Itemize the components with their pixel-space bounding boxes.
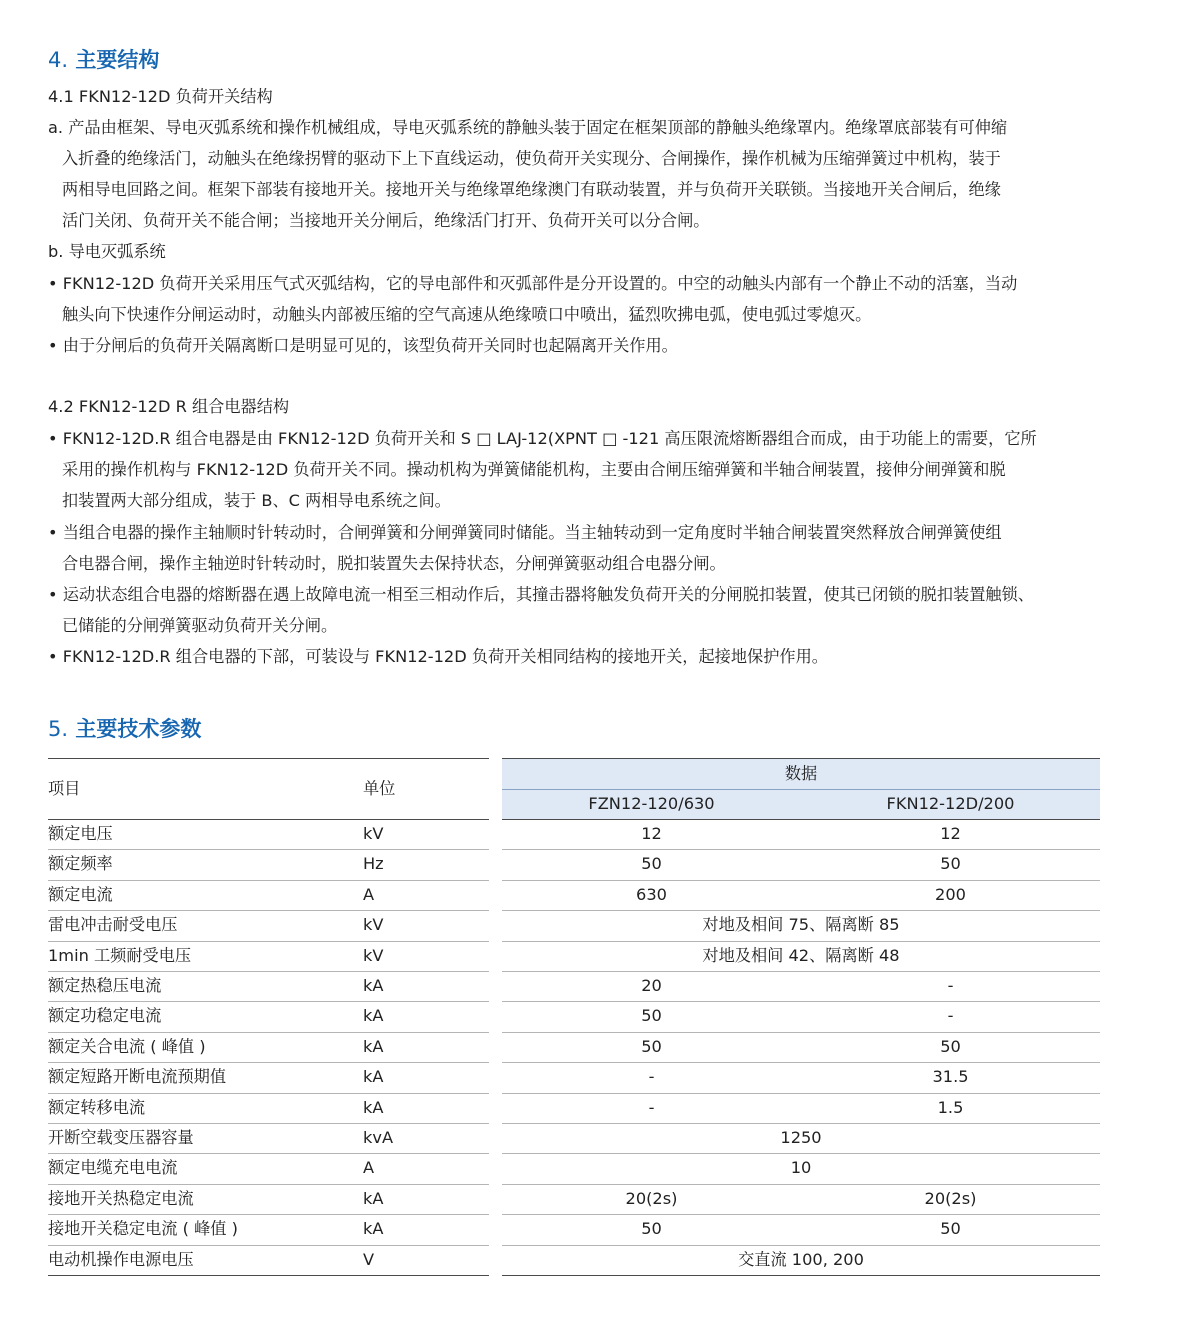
row-value-col-1: 12 bbox=[641, 824, 662, 843]
row-unit: kA bbox=[363, 1036, 384, 1056]
bullet-b1-line-1: • FKN12-12D 负荷开关采用压气式灭弧结构，它的导电部件和灭弧部件是分开设置的。中空的动触头内部有一个静止不动的活塞，当动 bbox=[48, 274, 1018, 293]
row-item-label: 开断空载变压器容量 bbox=[48, 1128, 194, 1147]
row-value-col-2: 50 bbox=[940, 1219, 961, 1239]
row-item-label: 雷电冲击耐受电压 bbox=[48, 915, 178, 935]
row-merged-value: 10 bbox=[790, 1158, 812, 1178]
header-col-1: FZN12-120/630 bbox=[588, 794, 715, 813]
row-value-col-2: 20(2s) bbox=[924, 1188, 977, 1208]
row-unit: kA bbox=[363, 1219, 384, 1239]
row-unit: kV bbox=[363, 915, 384, 935]
bullet-r4: • FKN12-12D.R 组合电器的下部，可装设与 FKN12-12D 负荷开关相同结构的接地开关，起接地保护作用。 bbox=[48, 647, 828, 666]
row-unit: kV bbox=[363, 945, 384, 965]
row-item-label: 额定短路开断电流预期值 bbox=[48, 1067, 227, 1087]
row-value-col-1: 50 bbox=[641, 854, 662, 874]
para-a-line-3: 两相导电回路之间。框架下部装有接地开关。接地开关与绝缘罩绝缘澳门有联动装置，并与负荷开关联锁。当接地开关合闸后，绝缘 bbox=[62, 180, 1001, 199]
section-4-number: 4. bbox=[48, 48, 69, 72]
section-5-title bbox=[48, 715, 201, 743]
row-item-label: 额定电流 bbox=[48, 884, 113, 904]
row-unit: kA bbox=[363, 976, 384, 995]
row-item-label: 额定关合电流 ( 峰值 ) bbox=[48, 1036, 206, 1056]
row-item-label: 额定功稳定电流 bbox=[48, 1006, 162, 1026]
row-rule-left bbox=[48, 880, 489, 881]
para-a-line-1: a. 产品由框架、导电灭弧系统和操作机械组成，导电灭弧系统的静触头装于固定在框架顶部的静触头绝缘罩内。绝缘罩底部装有可伸缩 bbox=[48, 118, 1008, 137]
row-value-col-2: 50 bbox=[940, 1036, 961, 1056]
row-value-col-2: 50 bbox=[940, 854, 961, 874]
row-unit: V bbox=[363, 1249, 375, 1269]
row-value-col-2: 1.5 bbox=[937, 1097, 964, 1117]
row-unit: kA bbox=[363, 1067, 384, 1087]
row-item-label: 电动机操作电源电压 bbox=[48, 1249, 194, 1269]
header-bottom-rule-left bbox=[48, 819, 489, 820]
bullet-r1-line-1: • FKN12-12D.R 组合电器是由 FKN12-12D 负荷开关和 S □ LAJ-12(XPNT □ -121 高压限流熔断器组合而成，由于功能上的需要，它所 bbox=[48, 429, 1037, 448]
row-unit: kV bbox=[363, 824, 384, 843]
subsection-4-1-title: 4.1 FKN12-12D 负荷开关结构 bbox=[48, 87, 273, 106]
para-b-title: b. 导电灭弧系统 bbox=[48, 242, 166, 261]
row-rule-right bbox=[502, 1275, 1100, 1276]
bullet-b1-line-2: 触头向下快速作分闸运动时，动触头内部被压缩的空气高速从绝缘喷口中喷出，猛烈吹拂电弧，使电弧过零熄灭。 bbox=[62, 305, 872, 324]
row-unit: A bbox=[363, 884, 375, 904]
section-4-heading: 主要结构 bbox=[75, 48, 160, 72]
row-unit: A bbox=[363, 1158, 375, 1178]
row-rule-left bbox=[48, 1275, 489, 1276]
row-merged-value: 对地及相间 75、隔离断 85 bbox=[702, 915, 900, 935]
section-5-number: 5. bbox=[48, 717, 69, 741]
bullet-r2-line-2: 合电器合闸，操作主轴逆时针转动时，脱扣装置失去保持状态，分闸弹簧驱动组合电器分闸。 bbox=[62, 554, 726, 573]
bullet-r3-line-1: • 运动状态组合电器的熔断器在遇上故障电流一相至三相动作后，其撞击器将触发负荷开关的分闸脱扣装置，使其已闭锁的脱扣装置触锁、 bbox=[48, 585, 1034, 604]
row-item-label: 额定频率 bbox=[48, 854, 113, 874]
row-value-col-1: 50 bbox=[641, 1036, 662, 1056]
bullet-r1-line-3: 扣装置两大部分组成，装于 B、C 两相导电系统之间。 bbox=[62, 491, 451, 510]
row-unit: kA bbox=[363, 1188, 384, 1208]
row-item-label: 接地开关稳定电流 ( 峰值 ) bbox=[48, 1219, 238, 1239]
section-4-title bbox=[48, 46, 159, 74]
row-item-label: 额定电缆充电电流 bbox=[48, 1158, 178, 1178]
row-value-col-2: 31.5 bbox=[932, 1067, 969, 1087]
header-data: 数据 bbox=[784, 764, 818, 783]
spec-table bbox=[48, 758, 1100, 1276]
header-col-2: FKN12-12D/200 bbox=[886, 794, 1015, 813]
row-unit: kA bbox=[363, 1097, 384, 1117]
row-item-label: 1min 工频耐受电压 bbox=[48, 945, 192, 965]
row-value-col-1: 630 bbox=[636, 884, 667, 904]
row-merged-value: 1250 bbox=[780, 1128, 822, 1147]
row-item-label: 额定电压 bbox=[48, 824, 113, 843]
row-value-col-1: 50 bbox=[641, 1006, 662, 1026]
table-top-rule-left bbox=[48, 758, 489, 759]
row-merged-value: 交直流 100, 200 bbox=[738, 1249, 864, 1269]
row-unit: kvA bbox=[363, 1128, 394, 1147]
row-value-col-1: 50 bbox=[641, 1219, 662, 1239]
row-rule-left bbox=[48, 849, 489, 850]
row-value-col-2: 12 bbox=[940, 824, 961, 843]
header-item: 项目 bbox=[48, 779, 81, 798]
row-value-col-1: 20(2s) bbox=[625, 1188, 678, 1208]
para-a-line-4: 活门关闭、负荷开关不能合闸；当接地开关分闸后，绝缘活门打开、负荷开关可以分合闸。 bbox=[62, 211, 710, 230]
row-value-col-2: - bbox=[947, 1006, 954, 1026]
bullet-r3-line-2: 已储能的分闸弹簧驱动负荷开关分闸。 bbox=[62, 616, 338, 635]
bullet-r2-line-1: • 当组合电器的操作主轴顺时针转动时，合闸弹簧和分闸弹簧同时储能。当主轴转动到一定角度时半轴合闸装置突然释放合闸弹簧使组 bbox=[48, 523, 1002, 542]
row-value-col-1: - bbox=[648, 1097, 655, 1117]
row-merged-value: 对地及相间 42、隔离断 48 bbox=[702, 945, 900, 965]
para-a-line-2: 入折叠的绝缘活门，动触头在绝缘拐臂的驱动下上下直线运动，使负荷开关实现分、合闸操作，操作机械为压缩弹簧过中机构，装于 bbox=[62, 149, 1001, 168]
row-unit: Hz bbox=[363, 854, 384, 874]
subsection-4-2-title: 4.2 FKN12-12D R 组合电器结构 bbox=[48, 397, 290, 416]
row-item-label: 额定热稳压电流 bbox=[48, 976, 162, 995]
row-item-label: 接地开关热稳定电流 bbox=[48, 1188, 194, 1208]
bullet-b2: • 由于分闸后的负荷开关隔离断口是明显可见的，该型负荷开关同时也起隔离开关作用。 bbox=[48, 336, 678, 355]
section-5-heading: 主要技术参数 bbox=[75, 717, 202, 741]
bullet-r1-line-2: 采用的操作机构与 FKN12-12D 负荷开关不同。操动机构为弹簧储能机构，主要由合闸压缩弹簧和半轴合闸装置，接伸分闸弹簧和脱 bbox=[62, 460, 1006, 479]
row-unit: kA bbox=[363, 1006, 384, 1026]
row-value-col-1: - bbox=[648, 1067, 655, 1087]
row-item-label: 额定转移电流 bbox=[48, 1097, 146, 1117]
row-value-col-1: 20 bbox=[641, 976, 662, 995]
row-value-col-2: 200 bbox=[935, 884, 966, 904]
header-unit: 单位 bbox=[363, 779, 396, 798]
row-value-col-2: - bbox=[947, 976, 954, 995]
